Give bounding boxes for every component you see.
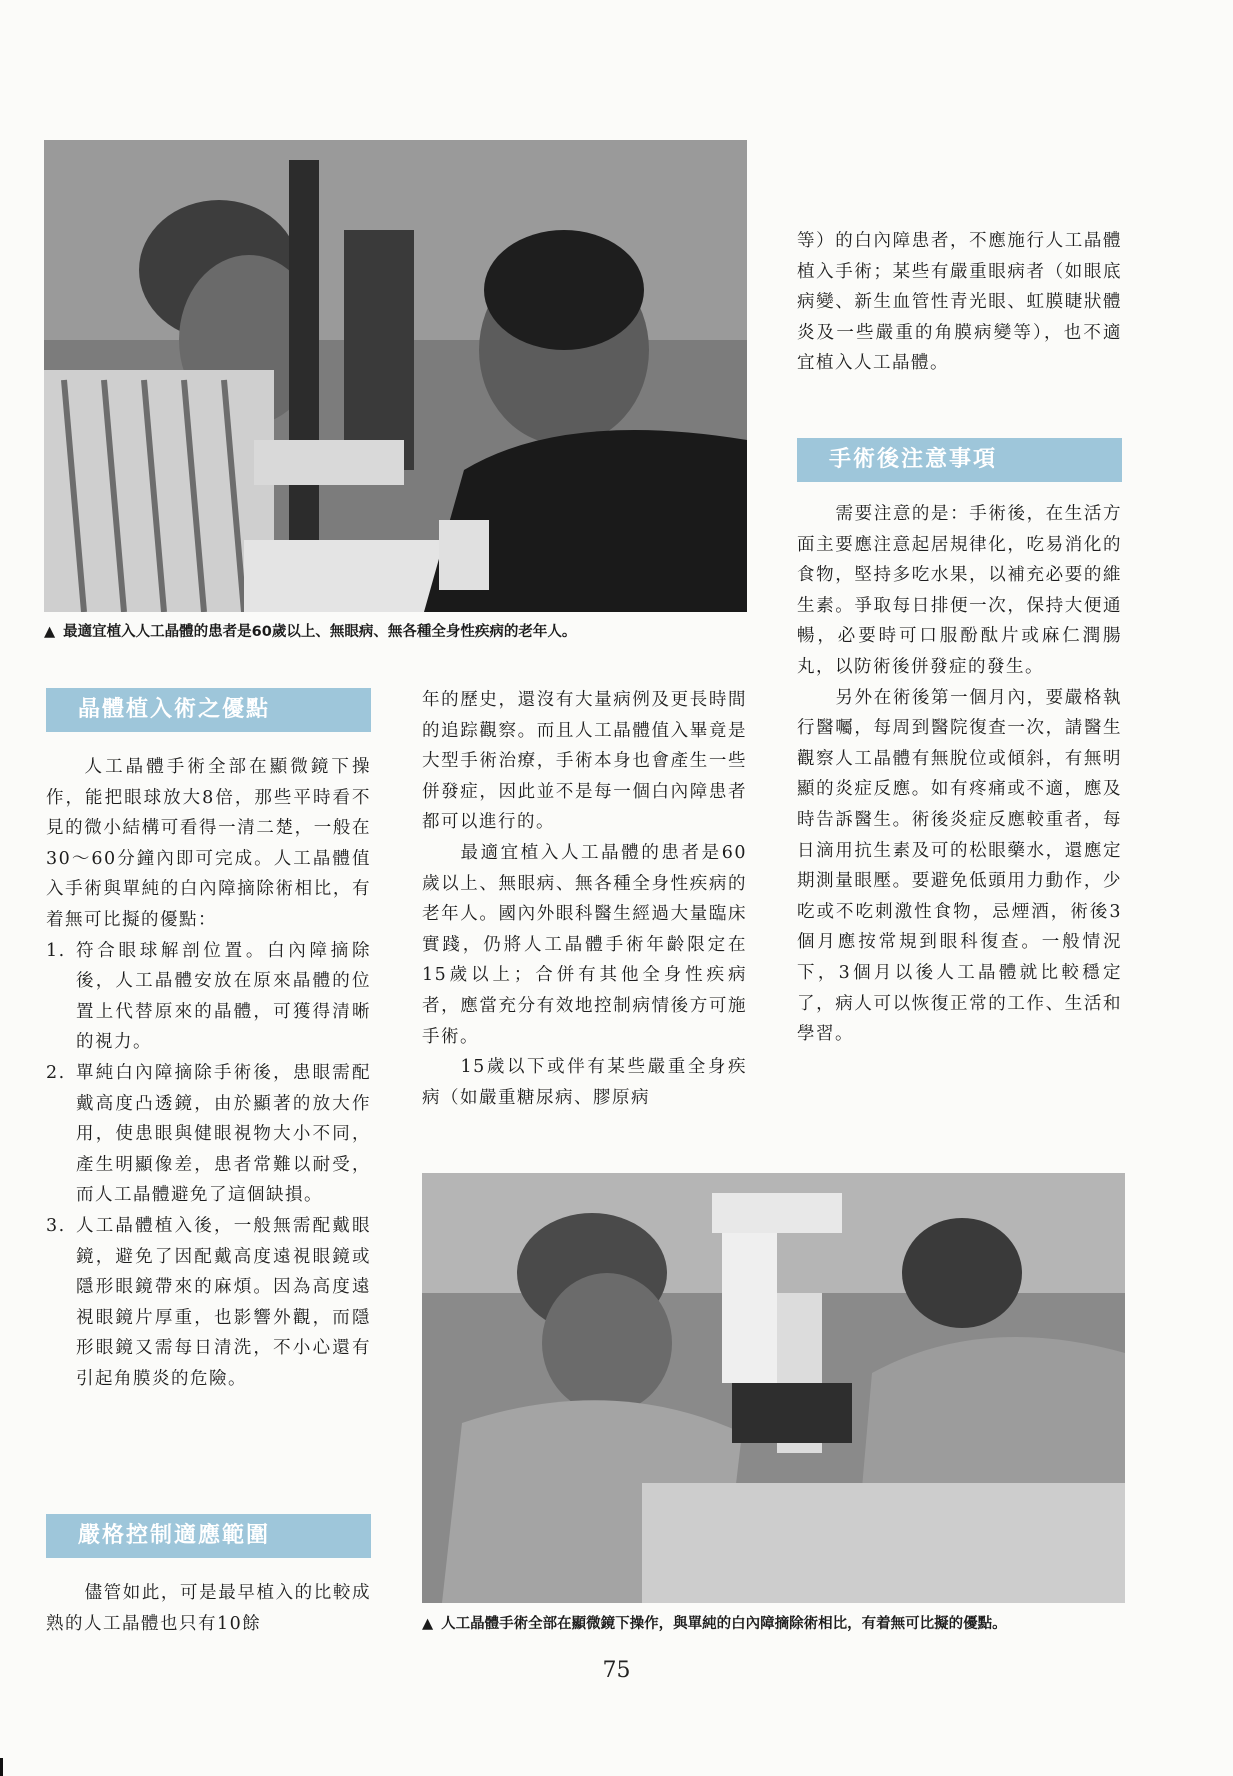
heading-control: 嚴格控制適應範圍	[46, 1514, 371, 1558]
postop-paragraph-2: 另外在術後第一個月內，要嚴格執行醫囑，每周到醫院復查一次，請醫生觀察人工晶體有無脫位或傾斜，有無明顯的炎症反應。如有疼痛或不適，應及時告訴醫生。術後炎症反應較重者，每日滴用抗生素及可的松眼藥水，還應定期測量眼壓。要避免低頭用力動作，少吃或不吃刺激性食物，忌煙酒，術後3個月應按常規到眼科復查。一般情況下，3個月以後人工晶體就比較穩定了，病人可以恢復正常的工作、生活和學習。	[797, 687, 1122, 1045]
caption-triangle-icon: ▲	[422, 1616, 434, 1632]
control-paragraph-start: 儘管如此，可是最早植入的比較成熟的人工晶體也只有10餘	[46, 1583, 371, 1634]
list-item-text: 人工晶體植入後，一般無需配戴眼鏡，避免了因配戴高度遠視眼鏡或隱形眼鏡帶來的麻煩。因為高度遠視眼鏡片厚重，也影響外觀，而隱形眼鏡又需每日清洗，不小心還有引起角膜炎的危險。	[76, 1215, 371, 1389]
list-item	[46, 1058, 371, 1211]
postop-paragraph-1: 需要注意的是：手術後，在生活方面主要應注意起居規律化，吃易消化的食物，堅持多吃水果，以補充必要的維生素。爭取每日排便一次，保持大便通暢，必要時可口服酚酞片或麻仁潤腸丸，以防術後併發症的發生。	[797, 504, 1122, 677]
list-item-number: 1.	[46, 940, 66, 961]
caption-triangle-icon: ▲	[44, 624, 56, 640]
page-number: 75	[602, 1658, 631, 1683]
col2-paragraph-1: 年的歷史，還沒有大量病例及更長時間的追踪觀察。而且人工晶體值入畢竟是大型手術治療，手術本身也會產生一些併發症，因此並不是每一個白內障患者都可以進行的。	[422, 690, 747, 833]
heading-postop: 手術後注意事項	[797, 438, 1122, 482]
list-item	[46, 936, 371, 1058]
list-item-text: 單純白內障摘除手術後，患眼需配戴高度凸透鏡，由於顯著的放大作用，使患眼與健眼視物大小不同，產生明顯像差，患者常難以耐受，而人工晶體避免了這個缺損。	[76, 1062, 371, 1206]
col2-paragraph-3: 15歲以下或伴有某些嚴重全身疾病（如嚴重糖尿病、膠原病	[422, 1057, 747, 1108]
list-item-number: 3.	[46, 1215, 66, 1236]
list-item	[46, 1211, 371, 1395]
col1-text	[46, 752, 371, 1394]
crop-mark	[0, 1758, 3, 1776]
photo-surgery	[422, 1173, 1125, 1603]
advantages-list	[46, 936, 371, 1395]
photo-eye-examination	[44, 140, 747, 612]
photo1-caption-text: 最適宜植入人工晶體的患者是60歲以上、無眼病、無各種全身性疾病的老年人。	[63, 624, 577, 640]
col2-text	[422, 685, 747, 1113]
col3-top-paragraph: 等）的白內障患者，不應施行人工晶體植入手術；某些有嚴重眼病者（如眼底病變、新生血管性青光眼、虹膜睫狀體炎及一些嚴重的角膜病變等），也不適宜植入人工晶體。	[797, 231, 1122, 374]
photo2-caption-text: 人工晶體手術全部在顯微鏡下操作，與單純的白內障摘除術相比，有着無可比擬的優點。	[441, 1616, 1007, 1632]
list-item-text: 符合眼球解剖位置。白內障摘除後，人工晶體安放在原來晶體的位置上代替原來的晶體，可獲得清晰的視力。	[76, 940, 371, 1053]
photo1-caption	[44, 620, 576, 641]
col3-postop-text	[797, 499, 1122, 1050]
col1-control-text	[46, 1578, 371, 1639]
photo-surgery-drawing	[422, 1173, 1125, 1603]
advantages-intro: 人工晶體手術全部在顯微鏡下操作，能把眼球放大8倍，那些平時看不見的微小結構可看得一清二楚，一般在30～60分鐘內即可完成。人工晶體值入手術與單純的白內障摘除術相比，有着無可比擬的優點：	[46, 757, 371, 930]
photo-eye-examination-drawing	[44, 140, 747, 612]
list-item-number: 2.	[46, 1062, 66, 1083]
heading-advantages: 晶體植入術之優點	[46, 688, 371, 732]
col2-paragraph-2: 最適宜植入人工晶體的患者是60歲以上、無眼病、無各種全身性疾病的老年人。國內外眼科醫生經過大量臨床實踐，仍將人工晶體手術年齡限定在15歲以上；合併有其他全身性疾病者，應當充分有效地控制病情後方可施手術。	[422, 842, 747, 1047]
col3-top-text	[797, 226, 1122, 379]
photo2-caption	[422, 1612, 1007, 1633]
